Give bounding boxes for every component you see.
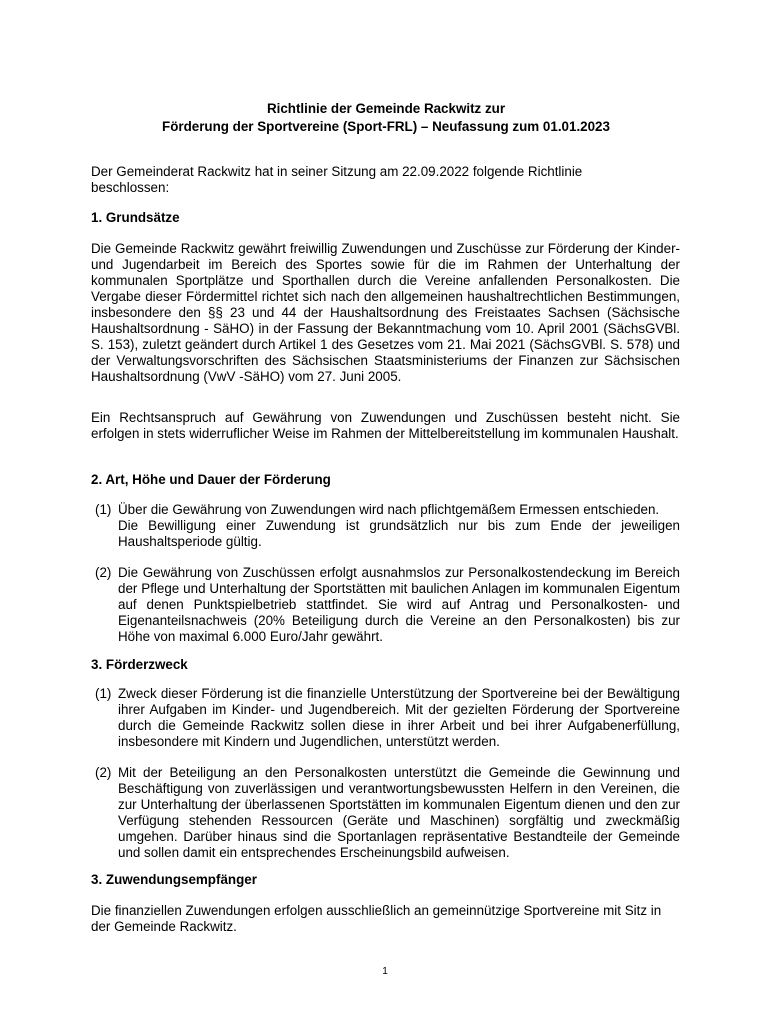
section-4-paragraph: Die finanziellen Zuwendungen erfolgen ausschließlich an gemeinnützige Sportvereine mit Sitz in der Gemeinde Rackwitz. [91,903,662,934]
item-text: Mit der Beteiligung an den Personalkosten unterstützt die Gemeinde die Gewinnung und Beschäftigung von zuverlässigen und verantwortungsbewussten Helfern in den Vereinen, die zur Unterhaltung der überlassenen Sportstätten im kommunalen Eigentum dienen und den zur Verfügung stehenden Ressourcen (Geräte und Maschinen) sorgfältig und zweckmäßig umgehen. Darüber hinaus sind die Sportanlagen repräsentative Bestandteile der Gemeinde und sollen damit ein entsprechendes Erscheinungsbild aufweisen. [118,765,680,860]
section-3-heading: 3. Förderzweck [91,657,188,672]
section-1-paragraph-1: Die Gemeinde Rackwitz gewährt freiwillig Zuwendungen und Zuschüsse zur Förderung der Kinder- und Jugendarbeit im Bereich des Sportes sowie für die im Rahmen der Unterhaltung der kommunalen Sportplätze und Sporthallen durch die Vereine anfallenden Personalkosten. Die Vergabe dieser Fördermittel richtet sich nach den allgemeinen haushaltrechtlichen Bestimmungen, insbesondere den §§ 23 und 44 der Haushaltsordnung des Freistaates Sachsen (Sächsische Haushaltsordnung - SäHO) in der Fassung der Bekanntmachung vom 10. April 2001 (SächsGVBl. S. 153), zuletzt geändert durch Artikel 1 des Gesetzes vom 21. Mai 2021 (SächsGVBl. S. 578) und der Verwaltungsvorschriften des Sächsischen Staatsministeriums der Finanzen zur Sächsischen Haushaltsordnung (VwV -SäHO) vom 27. Juni 2005. [91,241,680,384]
section-4-heading: 3. Zuwendungsempfänger [91,872,257,887]
intro-paragraph: Der Gemeinderat Rackwitz hat in seiner Sitzung am 22.09.2022 folgende Richtlinie beschlossen: [91,164,583,195]
item-number: (2) [95,565,112,580]
section-1-paragraph-2: Ein Rechtsanspruch auf Gewährung von Zuwendungen und Zuschüssen besteht nicht. Sie erfolgen in stets widerruflicher Weise im Rahmen der Mittelbereitstellung im kommunalen Haushalt. [91,410,680,441]
item-number: (2) [95,765,112,780]
section-2-heading: 2. Art, Höhe und Dauer der Förderung [91,472,331,487]
title-line-2: Förderung der Sportvereine (Sport-FRL) – Neufassung zum 01.01.2023 [162,119,610,134]
item-text: Zweck dieser Förderung ist die finanzielle Unterstützung der Sportvereine bei der Bewältigung ihrer Aufgaben im Kinder- und Jugendbereich. Mit der gezielten Förderung der Sportvereine durch die Gemeinde Rackwitz sollen diese in ihrer Arbeit und bei ihrer Aufgabenerfüllung, insbesondere mit Kindern und Jugendlichen, unterstützt werden. [118,686,680,749]
section-3-item-1 [91,686,680,750]
section-3-item-2 [91,765,680,861]
item-text: Die Gewährung von Zuschüssen erfolgt ausnahmslos zur Personalkostendeckung im Bereich der Pflege und Unterhaltung der Sportstätten mit baulichen Anlagen im kommunalen Eigentum auf denen Punktspielbetrieb stattfindet. Sie wird auf Antrag und Personalkosten- und Eigenanteilsnachweis (20% Beteiligung durch die Vereine an den Personalkosten) bis zur Höhe von maximal 6.000 Euro/Jahr gewährt. [118,565,680,644]
item-number: (1) [95,686,112,701]
section-2-item-1 [91,502,680,550]
item-number: (1) [95,502,112,517]
section-2-item-2 [91,565,680,645]
item-text-continued: Die Bewilligung einer Zuwendung ist grundsätzlich nur bis zum Ende der jeweiligen Haushaltsperiode gültig. [118,518,680,549]
title-line-1: Richtlinie der Gemeinde Rackwitz zur [266,101,506,116]
item-text: Über die Gewährung von Zuwendungen wird nach pflichtgemäßem Ermessen entschieden. [118,502,660,517]
document-title [92,100,680,136]
page-number: 1 [382,966,388,977]
section-1-heading: 1. Grundsätze [91,210,180,225]
